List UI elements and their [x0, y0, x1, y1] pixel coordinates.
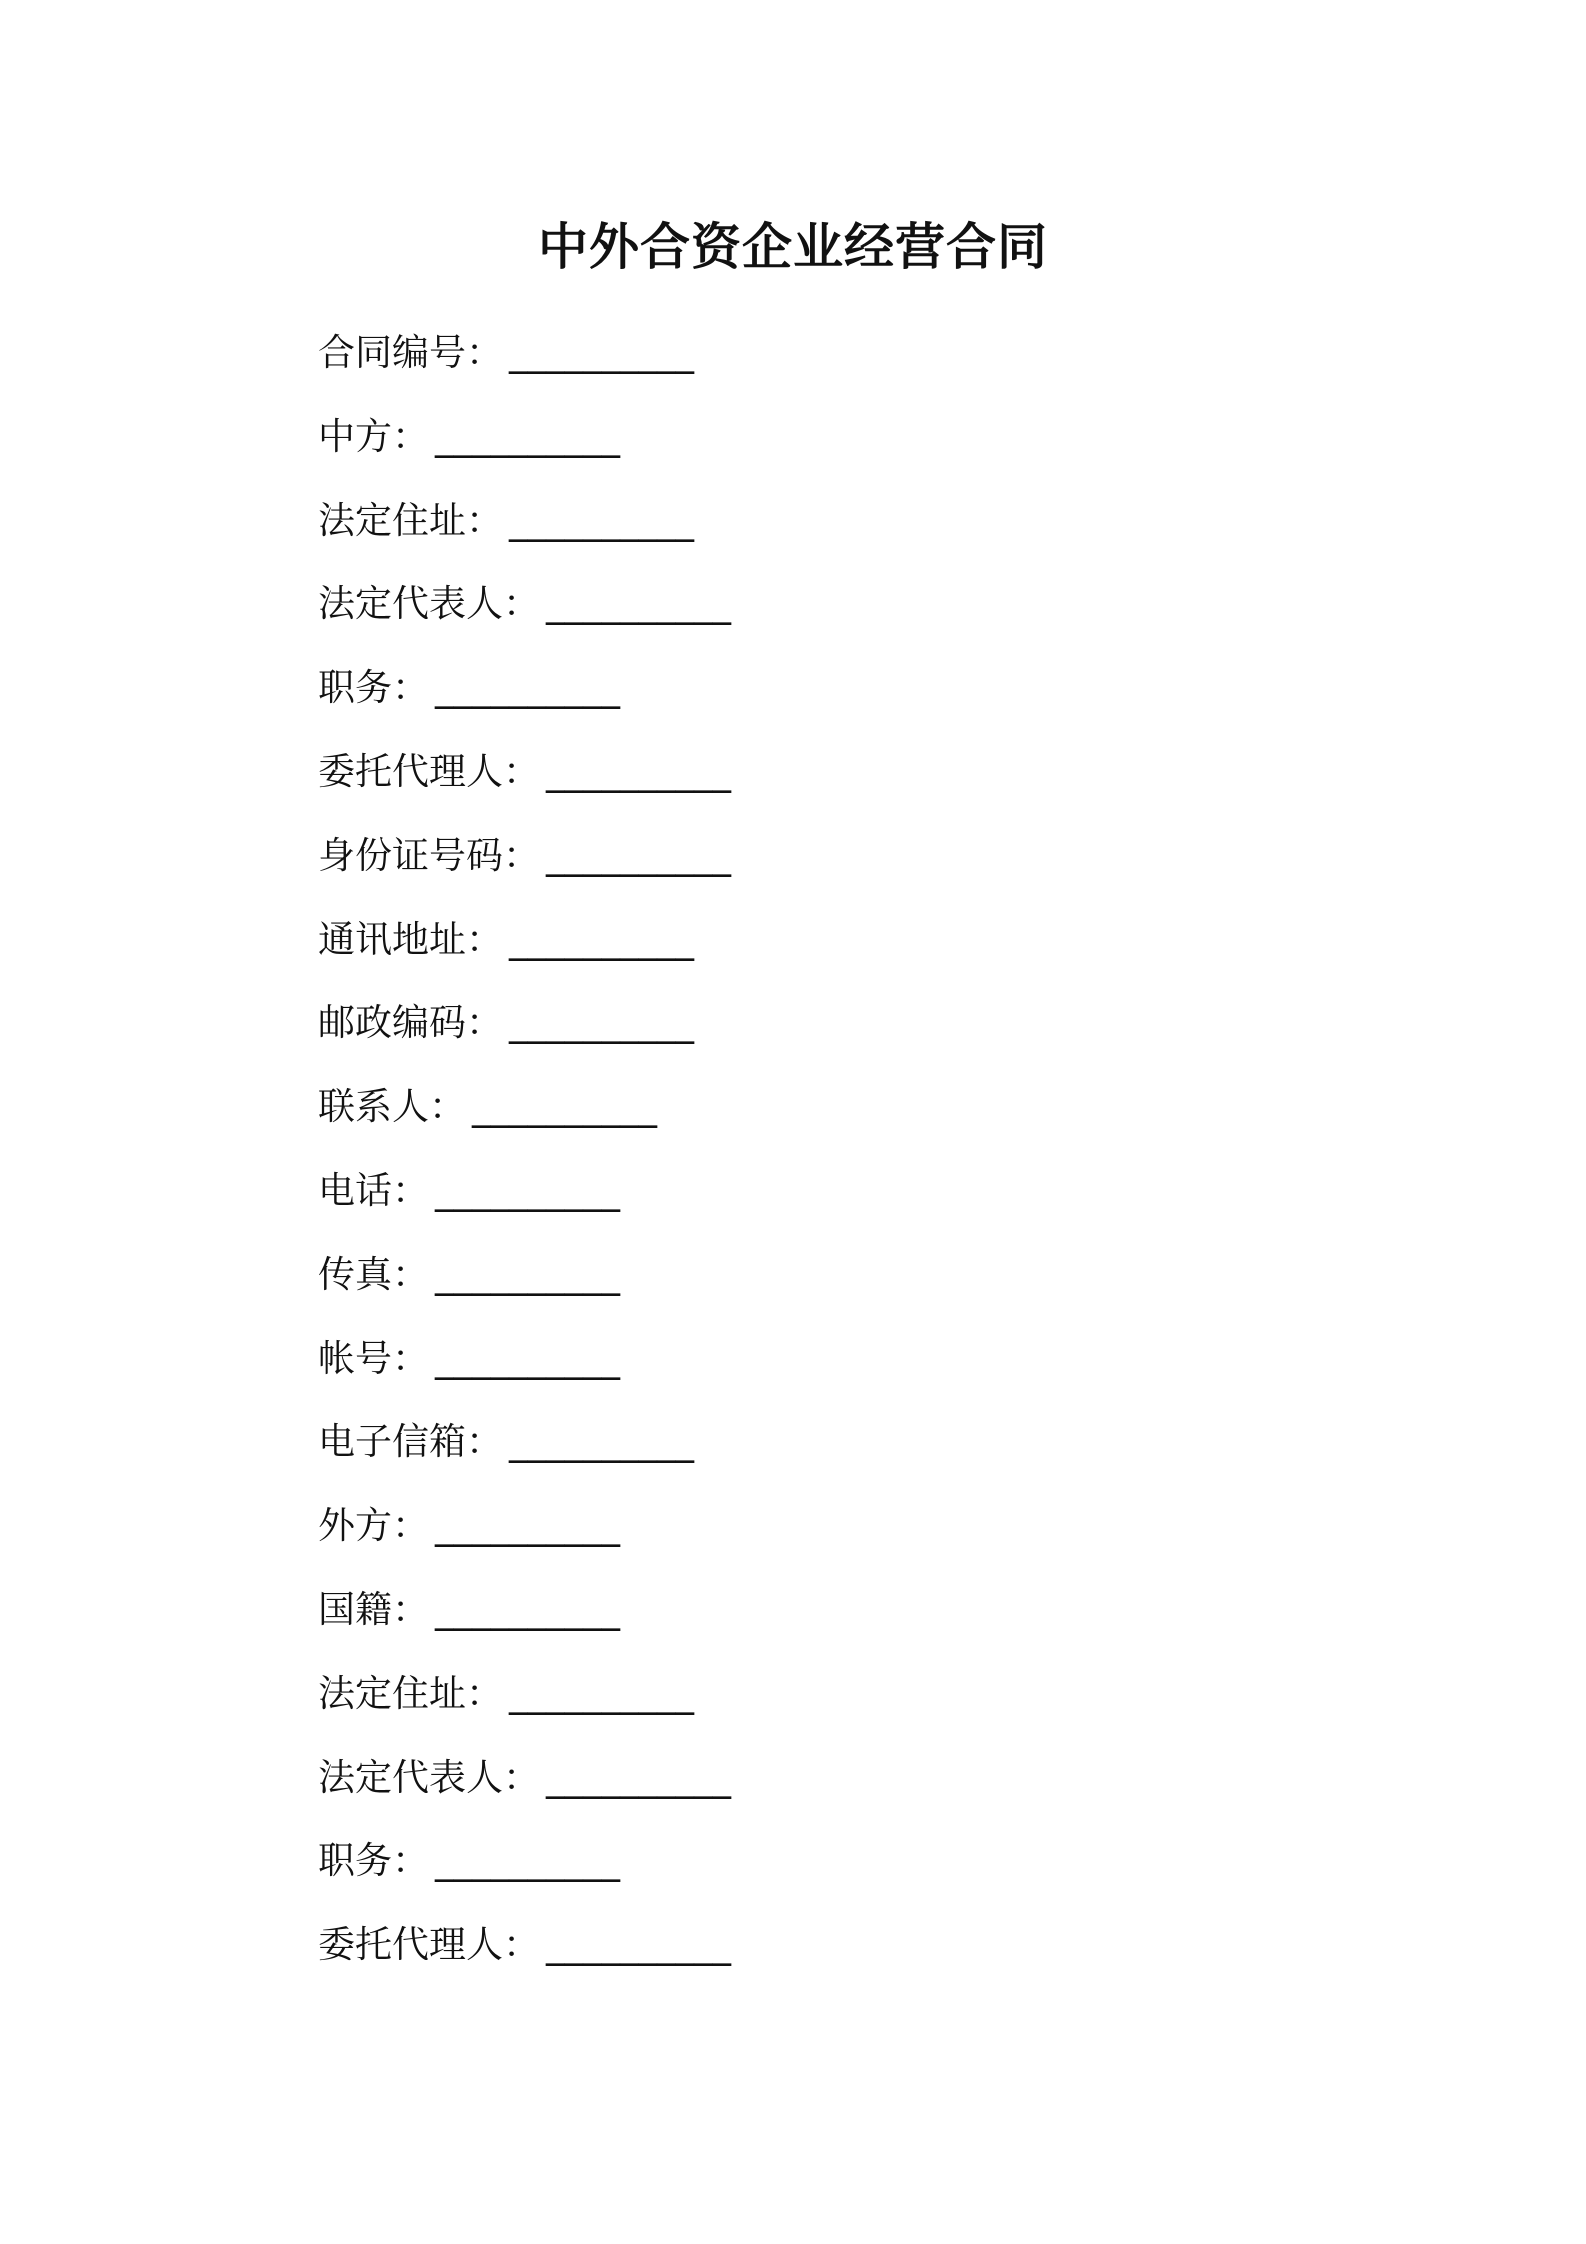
fill-in-blank: __________ [546, 1755, 731, 1799]
field-label: 法定代表人： [318, 1755, 540, 1799]
field-position [318, 653, 1318, 737]
field-label: 法定住址： [318, 1671, 503, 1715]
fill-in-blank: __________ [435, 1336, 620, 1380]
field-fax [318, 1240, 1318, 1324]
field-label: 国籍： [318, 1587, 429, 1631]
fill-in-blank: __________ [546, 582, 731, 626]
field-label: 传真： [318, 1252, 429, 1296]
field-mailing-address [318, 905, 1318, 989]
fill-in-blank: __________ [509, 331, 694, 374]
field-label: 法定住址： [318, 498, 503, 542]
field-nationality [318, 1575, 1318, 1659]
document-title: 中外合资企业经营合同 [538, 218, 1048, 276]
field-label: 帐号： [318, 1336, 429, 1380]
field-foreign-legal-address [318, 1659, 1318, 1743]
fill-in-blank: __________ [435, 1168, 620, 1212]
field-contract-number [318, 318, 1318, 402]
fill-in-blank: __________ [435, 1839, 620, 1883]
field-email [318, 1407, 1318, 1491]
fill-in-blank: __________ [509, 498, 694, 542]
field-label: 法定代表人： [318, 582, 540, 626]
field-label: 职务： [318, 1839, 429, 1883]
field-legal-address [318, 486, 1318, 570]
fill-in-blank: __________ [435, 1252, 620, 1296]
field-label: 邮政编码： [318, 1001, 503, 1045]
field-contact-person [318, 1072, 1318, 1156]
fill-in-blank: __________ [435, 666, 620, 710]
field-id-number [318, 821, 1318, 905]
field-label: 职务： [318, 666, 429, 710]
fill-in-blank: __________ [546, 1923, 731, 1967]
field-label: 外方： [318, 1504, 429, 1548]
field-label: 电话： [318, 1168, 429, 1212]
field-chinese-party [318, 402, 1318, 486]
fill-in-blank: __________ [435, 1587, 620, 1631]
field-foreign-legal-representative [318, 1743, 1318, 1827]
field-label: 联系人： [318, 1085, 466, 1129]
field-foreign-party [318, 1491, 1318, 1575]
fill-in-blank: __________ [509, 1671, 694, 1715]
field-label: 通讯地址： [318, 917, 503, 961]
field-label: 委托代理人： [318, 1923, 540, 1967]
fill-in-blank: __________ [472, 1085, 657, 1129]
fill-in-blank: __________ [509, 1001, 694, 1045]
fill-in-blank: __________ [546, 749, 731, 793]
field-label: 中方： [318, 414, 429, 458]
fill-in-blank: __________ [546, 833, 731, 877]
fill-in-blank: __________ [509, 917, 694, 961]
field-phone [318, 1156, 1318, 1240]
field-label: 合同编号： [318, 331, 503, 374]
field-foreign-position [318, 1826, 1318, 1910]
field-authorized-agent [318, 737, 1318, 821]
field-postal-code [318, 988, 1318, 1072]
fill-in-blank: __________ [435, 1504, 620, 1548]
field-account [318, 1324, 1318, 1408]
fill-in-blank: __________ [509, 1420, 694, 1464]
field-label: 身份证号码： [318, 833, 540, 877]
fill-in-blank: __________ [435, 414, 620, 458]
field-foreign-authorized-agent [318, 1910, 1318, 1994]
contract-field-list [318, 318, 1318, 1994]
field-label: 电子信箱： [318, 1420, 503, 1464]
field-label: 委托代理人： [318, 749, 540, 793]
field-legal-representative [318, 569, 1318, 653]
